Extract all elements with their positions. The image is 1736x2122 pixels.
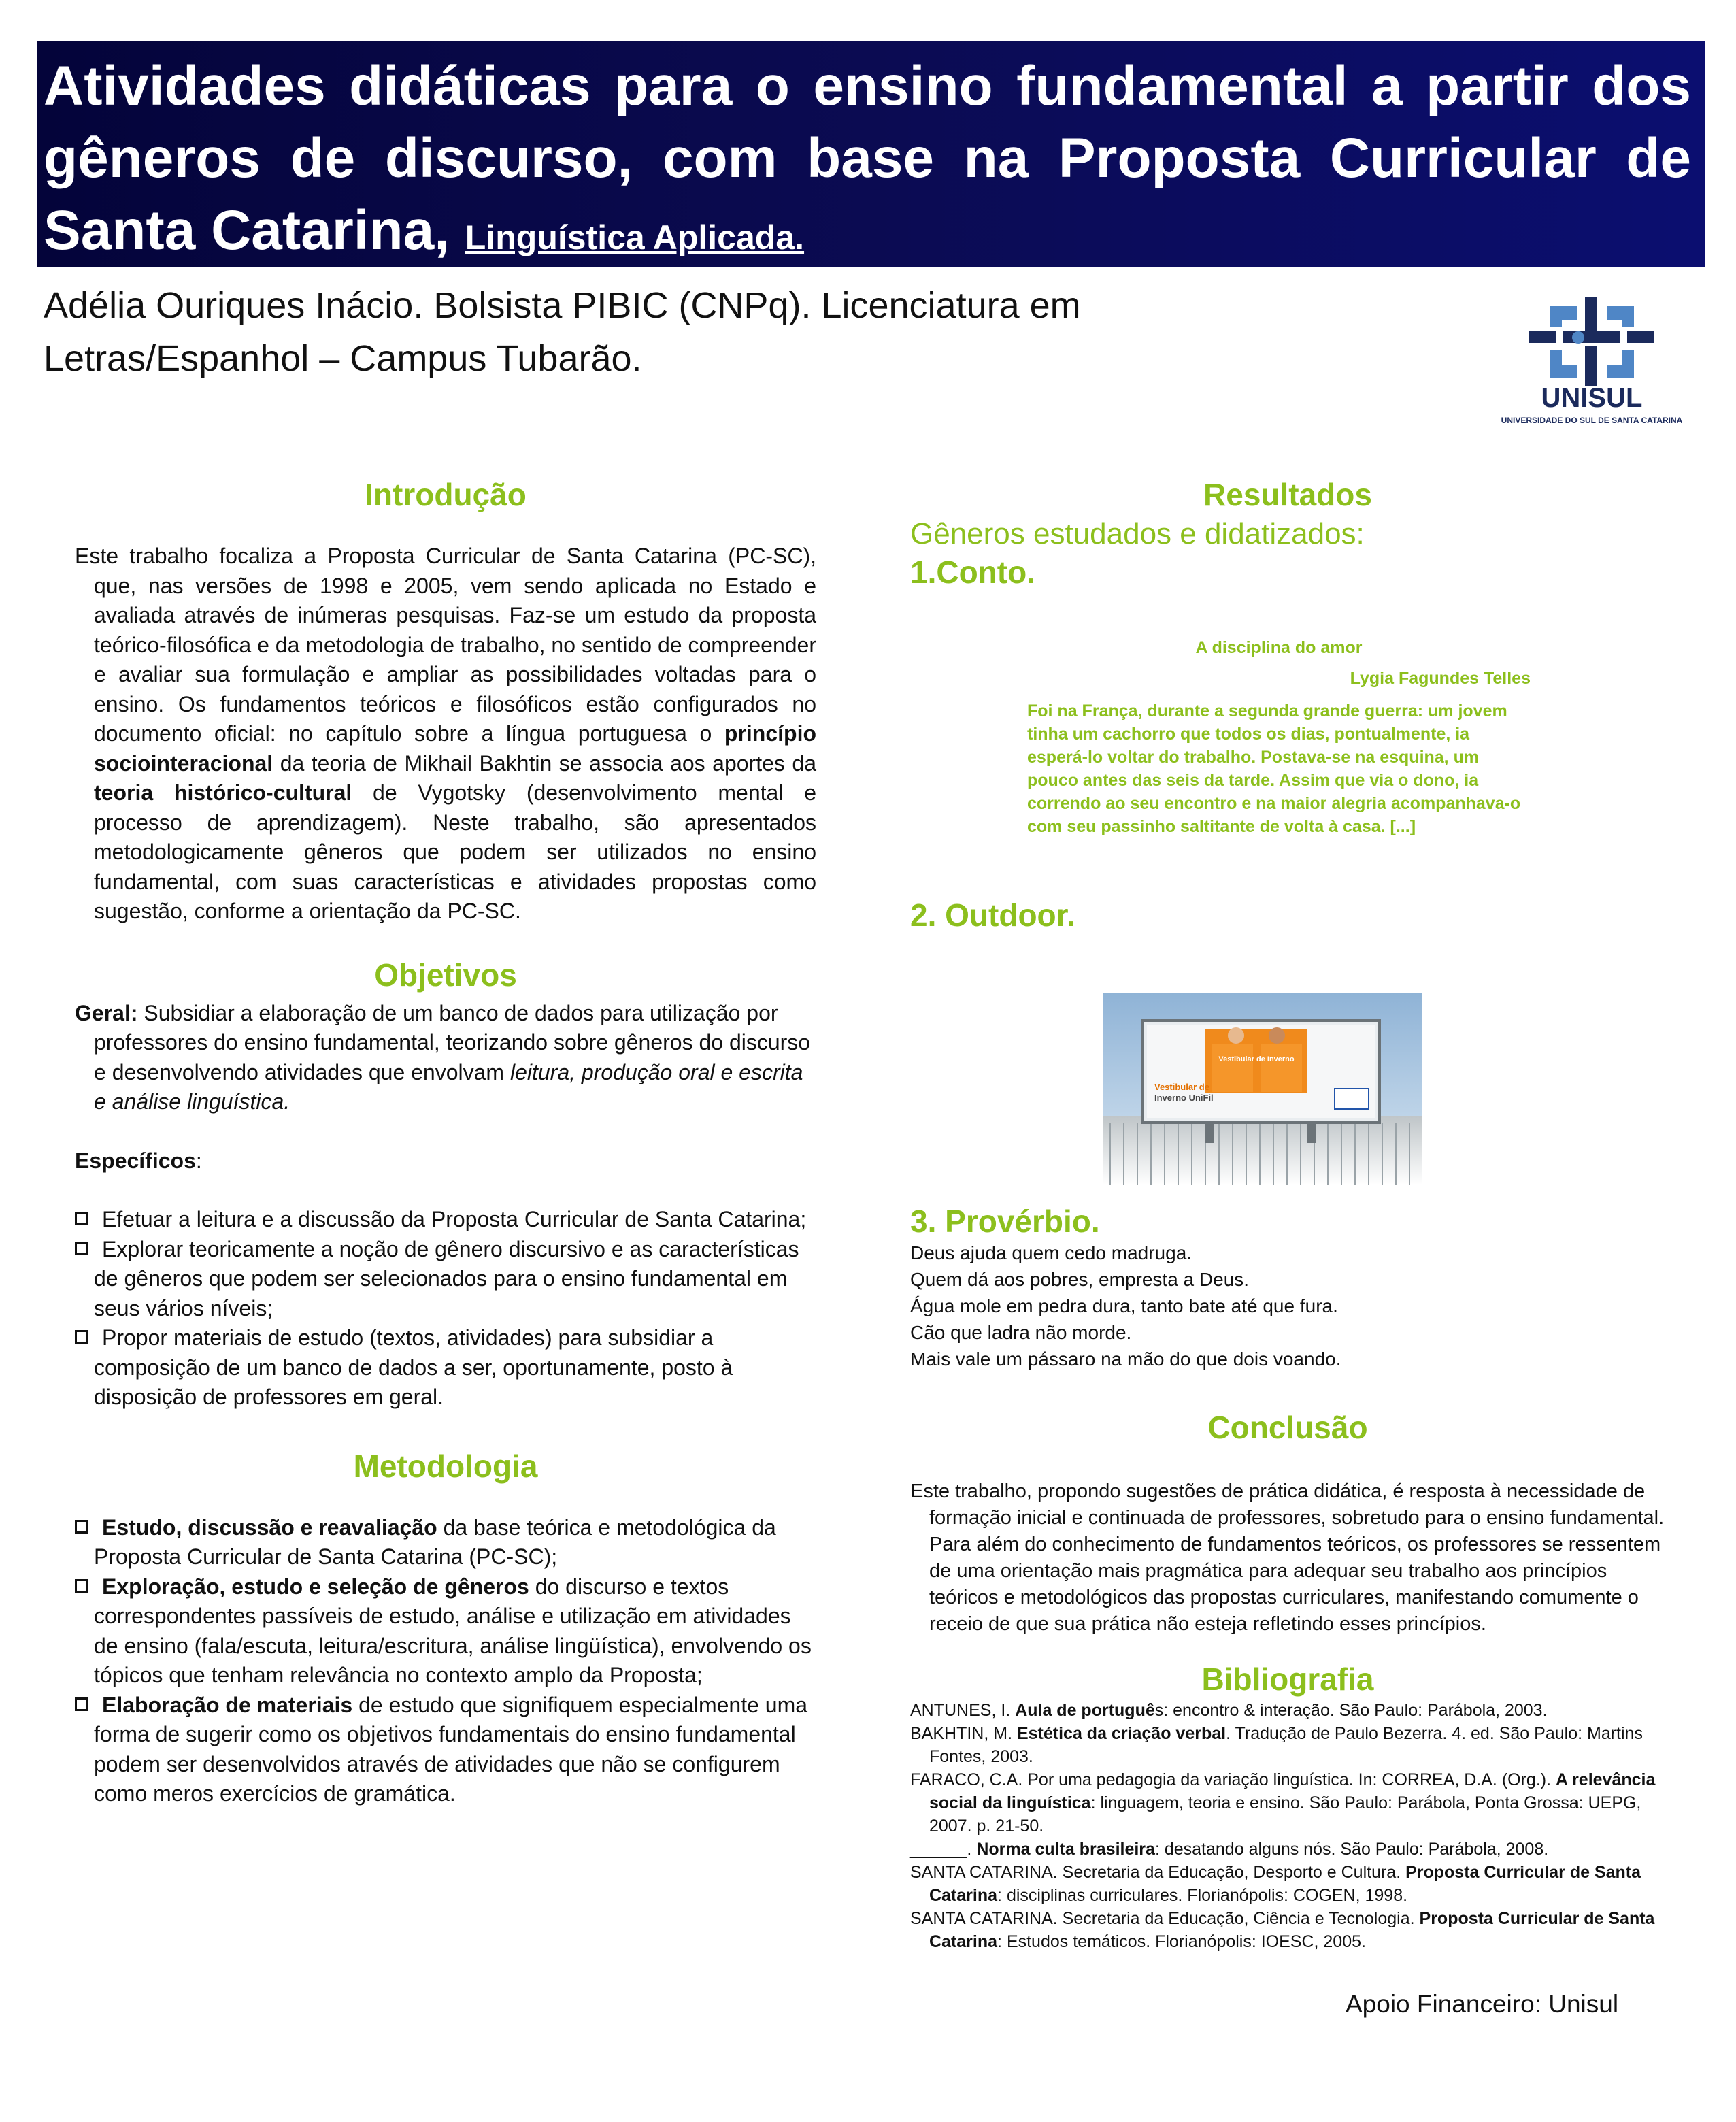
objetivos-heading: Objetivos bbox=[374, 957, 517, 993]
checkbox-icon bbox=[75, 1330, 88, 1344]
list-item: Explorar teoricamente a noção de gênero discursivo e as características de gêneros que podem ser selecionados para o ensino fundamental em seus vários níveis; bbox=[75, 1235, 816, 1324]
list-item: Efetuar a leitura e a discussão da Proposta Curricular de Santa Catarina; bbox=[75, 1205, 816, 1235]
checkbox-icon bbox=[75, 1579, 88, 1593]
reference: SANTA CATARINA. Secretaria da Educação, Ciência e Tecnologia. Proposta Curricular de Santa Catarina: Estudos temáticos. Florianópolis: IOESC, 2005. bbox=[910, 1909, 1655, 1951]
proverbio: Mais vale um pássaro na mão do que dois voando. bbox=[910, 1348, 1341, 1370]
right-column bbox=[910, 476, 1665, 933]
list-item: Propor materiais de estudo (textos, atividades) para subsidiar a composição de um banco de dados a ser, oportunamente, posto à disposição de professores em geral. bbox=[75, 1323, 816, 1412]
genero-outdoor: 2. Outdoor. bbox=[910, 897, 1075, 933]
metodologia-list bbox=[75, 1513, 816, 1809]
author-info bbox=[44, 279, 1268, 385]
metodologia-heading: Metodologia bbox=[353, 1448, 538, 1484]
reference: SANTA CATARINA. Secretaria da Educação, Desporto e Cultura. Proposta Curricular de Santa Catarina: disciplinas curriculares. Florianópolis: COGEN, 1998. bbox=[910, 1863, 1641, 1905]
proverbio: Água mole em pedra dura, tanto bate até que fura. bbox=[910, 1295, 1338, 1316]
checkbox-icon bbox=[75, 1520, 88, 1534]
author-line-2: Letras/Espanhol – Campus Tubarão. bbox=[44, 338, 642, 379]
especificos-label: Específicos: bbox=[75, 1148, 202, 1173]
story-excerpt bbox=[1027, 638, 1531, 838]
conclusao-heading: Conclusão bbox=[1207, 1410, 1368, 1445]
proverbio: Quem dá aos pobres, empresta a Deus. bbox=[910, 1269, 1250, 1290]
bibliografia-heading: Bibliografia bbox=[1201, 1661, 1374, 1697]
story-text: Foi na França, durante a segunda grande guerra: um jovem tinha um cachorro que todos os dias, pontualmente, ia esperá-lo voltar do trabalho. Postava-se na esquina, um pouco antes das seis da tarde. Assim que via o dono, ia correndo ao seu encontro e na maior alegria acompanhava-o com seu passinho saltitante de volta à casa. [...] bbox=[1027, 701, 1521, 836]
proverbio: Cão que ladra não morde. bbox=[910, 1322, 1132, 1343]
bibliografia-list bbox=[910, 1699, 1665, 1953]
list-item: Exploração, estudo e seleção de gêneros do discurso e textos correspondentes passíveis de estudo, análise e utilização em atividades de ensino (fala/escuta, leitura/escritura, análise lingüística), envolvendo os tópicos que tenham relevância no contexto amplo da Proposta; bbox=[75, 1572, 816, 1691]
reference: BAKHTIN, M. Estética da criação verbal. Tradução de Paulo Bezerra. 4. ed. São Paulo: Martins Fontes, 2003. bbox=[910, 1724, 1643, 1766]
conclusao-text: Este trabalho, propondo sugestões de prática didática, é resposta à necessidade de formação inicial e continuada de professores, sobretudo para o ensino fundamental. Para além do conhecimento de fundamentos teóricos, os professores se ressentem de uma orientação mais pragmática para adequar seu trabalho aos princípios teóricos e metodológicos das propostas curriculares, manifestando comumente o receio de que sua prática não esteja refletindo esses princípios. bbox=[910, 1480, 1665, 1635]
introducao-heading: Introdução bbox=[365, 477, 527, 512]
billboard-banner: Vestibular de Inverno bbox=[1218, 1055, 1295, 1063]
resultados-heading: Resultados bbox=[1203, 477, 1372, 512]
unisul-logo bbox=[1483, 286, 1701, 429]
title-banner bbox=[37, 41, 1705, 267]
financial-support: Apoio Financeiro: Unisul bbox=[1346, 1990, 1619, 2018]
billboard-text-1: Vestibular de bbox=[1154, 1082, 1209, 1092]
research-area: Linguística Aplicada. bbox=[465, 218, 805, 256]
proverbios-list bbox=[910, 1240, 1665, 1372]
genero-proverbio: 3. Provérbio. bbox=[910, 1204, 1100, 1239]
checkbox-icon bbox=[75, 1697, 88, 1711]
logo-name: UNISUL bbox=[1541, 383, 1643, 413]
story-author: Lygia Fagundes Telles bbox=[1350, 669, 1531, 688]
reference: ANTUNES, I. Aula de português: encontro & interação. São Paulo: Parábola, 2003. bbox=[910, 1701, 1548, 1720]
resultados-subtitle: Gêneros estudados e didatizados: bbox=[910, 517, 1365, 550]
outdoor-billboard-image bbox=[1103, 993, 1422, 1185]
poster-title: Atividades didáticas para o ensino fundamental a partir dos gêneros de discurso, com base na Proposta Curricular de Santa Catarina, Linguística Aplicada. bbox=[44, 55, 1691, 261]
reference: ______. Norma culta brasileira: desatando alguns nós. São Paulo: Parábola, 2008. bbox=[910, 1840, 1549, 1859]
proverbio: Deus ajuda quem cedo madruga. bbox=[910, 1242, 1192, 1263]
unisul-emblem-icon bbox=[1529, 297, 1654, 386]
list-item: Estudo, discussão e reavaliação da base teórica e metodológica da Proposta Curricular de Santa Catarina (PC-SC); bbox=[75, 1513, 816, 1572]
billboard-text-2: Inverno UniFil bbox=[1154, 1093, 1214, 1103]
right-column-lower bbox=[910, 1203, 1665, 1953]
checkbox-icon bbox=[75, 1212, 88, 1225]
checkbox-icon bbox=[75, 1242, 88, 1255]
reference: FARACO, C.A. Por uma pedagogia da variação linguística. In: CORREA, D.A. (Org.). A relevância social da linguística: linguagem, teoria e ensino. São Paulo: Parábola, Ponta Grossa: UEPG, 2007. p. 21-50. bbox=[910, 1770, 1656, 1836]
objetivo-geral: Geral: Subsidiar a elaboração de um banco de dados para utilização por professores do ensino fundamental, teorizando sobre gêneros do discurso e desenvolvendo atividades que envolvam leitura, produção oral e escrita e análise linguística. bbox=[75, 1000, 811, 1114]
logo-subtitle: UNIVERSIDADE DO SUL DE SANTA CATARINA bbox=[1501, 416, 1683, 425]
introducao-text: Este trabalho focaliza a Proposta Curricular de Santa Catarina (PC-SC), que, nas versões de 1998 e 2005, vem sendo aplicada no Estado e avaliada através de inúmeras pesquisas. Faz-se um estudo da proposta teórico-filosófica e da metodologia de trabalho, no sentido de compreender e avaliar sua formulação e ampliar as possibilidades voltadas para o ensino. Os fundamentos teóricos e filosóficos estão configurados no documento oficial: no capítulo sobre a língua portuguesa o princípio sociointeracional da teoria de Mikhail Bakhtin se associa aos aportes da teoria histórico-cultural de Vygotsky (desenvolvimento mental e processo de aprendizagem). Neste trabalho, são apresentados metodologicamente gêneros que podem ser utilizados no ensino fundamental, com suas características e atividades propostas como sugestão, conforme a orientação da PC-SC. bbox=[75, 544, 817, 923]
especificos-list bbox=[75, 1205, 816, 1412]
genero-conto: 1.Conto. bbox=[910, 554, 1035, 590]
list-item: Elaboração de materiais de estudo que signifiquem especialmente uma forma de sugerir como os objetivos fundamentais do ensino fundamental podem ser desenvolvidos através de atividades que não se configurem como meros exercícios de gramática. bbox=[75, 1691, 816, 1809]
story-title: A disciplina do amor bbox=[1195, 638, 1363, 657]
left-column bbox=[75, 476, 816, 1809]
author-line-1: Adélia Ouriques Inácio. Bolsista PIBIC (CNPq). Licenciatura em bbox=[44, 285, 1081, 326]
